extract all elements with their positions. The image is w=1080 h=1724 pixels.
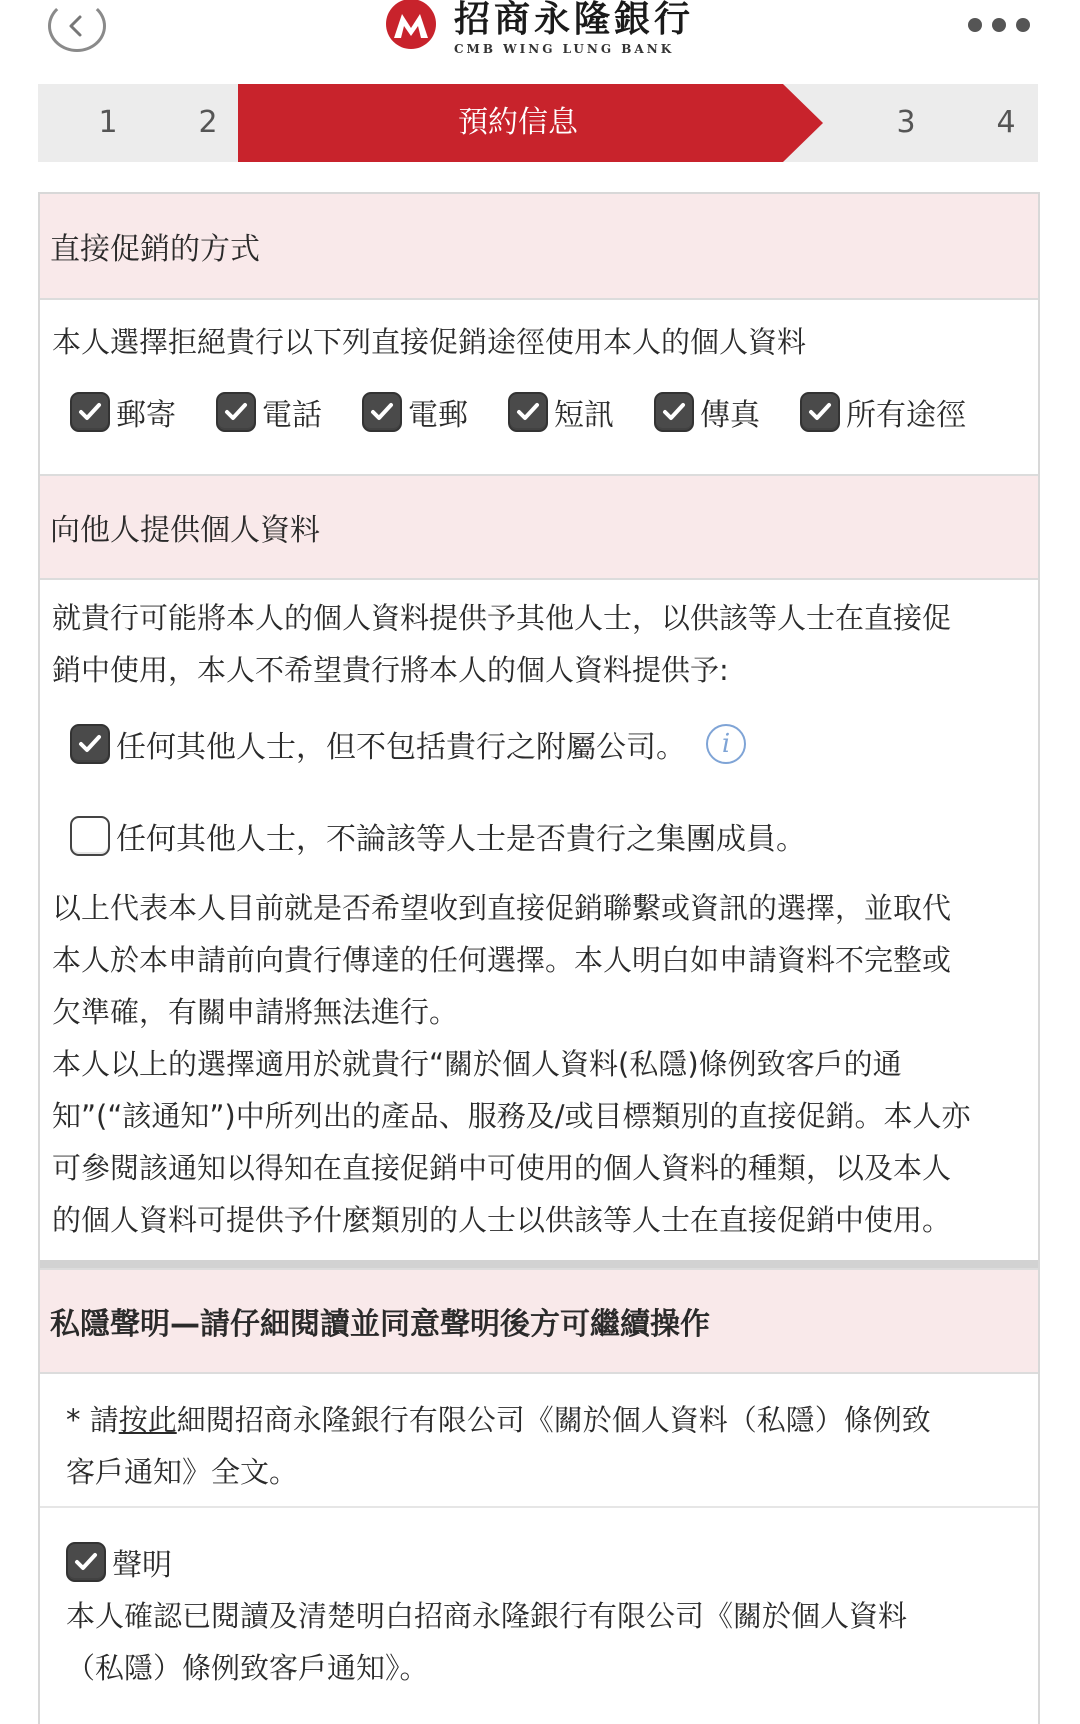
- declaration-label: 聲明: [112, 1548, 172, 1583]
- more-dots-icon: [968, 18, 982, 32]
- step-3: 3: [896, 105, 916, 140]
- privacy-notice-link[interactable]: 按此: [118, 1403, 177, 1437]
- direct-marketing-intro: 本人選擇拒絕貴行以下列直接促銷途徑使用本人的個人資料: [52, 325, 807, 359]
- option-email-label: 電郵: [408, 398, 468, 433]
- cmb-logo-icon: [380, 0, 442, 54]
- check-icon: [513, 397, 543, 427]
- declaration-text-1: 本人確認已閱讀及清楚明白招商永隆銀行有限公司《關於個人資料: [66, 1599, 908, 1633]
- option-sms-label: 短訊: [554, 398, 614, 433]
- para1-line3: 欠準確，有關申請將無法進行。: [52, 995, 459, 1029]
- info-icon[interactable]: i: [706, 724, 746, 764]
- more-dots-icon: [1016, 18, 1030, 32]
- checkbox-email[interactable]: [362, 392, 402, 432]
- step-active-label: 預約信息: [458, 105, 578, 140]
- checkbox-sms[interactable]: [508, 392, 548, 432]
- option-all[interactable]: [800, 390, 966, 434]
- logo-english-name: CMB WING LUNG BANK: [454, 42, 675, 56]
- option-all-label: 所有途徑: [846, 398, 966, 433]
- para2-line2: 知”(“該通知”)中所列出的產品、服務及/或目標類別的直接促銷。本人亦: [52, 1099, 971, 1133]
- check-icon: [805, 397, 835, 427]
- option-mail-label: 郵寄: [116, 398, 176, 433]
- check-icon: [367, 397, 397, 427]
- privacy-notice-line2: 客戶通知》全文。: [66, 1455, 299, 1489]
- declaration-option[interactable]: [66, 1540, 172, 1584]
- section-title-provide-data: 向他人提供個人資料: [40, 474, 1038, 580]
- check-icon: [71, 1547, 101, 1577]
- step-4: 4: [996, 105, 1016, 140]
- checkbox-all-others[interactable]: [70, 816, 110, 856]
- para1-line2: 本人於本申請前向貴行傳達的任何選擇。本人明白如申請資料不完整或: [52, 943, 952, 977]
- section-divider: [40, 1260, 1038, 1268]
- checkbox-all[interactable]: [800, 392, 840, 432]
- option-mail[interactable]: [70, 390, 176, 434]
- privacy-notice-prefix: * 請: [66, 1403, 119, 1437]
- more-dots-icon: [992, 18, 1006, 32]
- sub-divider: [40, 1506, 1038, 1508]
- privacy-notice-line1: [66, 1394, 931, 1446]
- step-2: 2: [198, 105, 218, 140]
- section-title-direct-marketing: 直接促銷的方式: [40, 194, 1038, 300]
- option-all-others[interactable]: [70, 814, 806, 858]
- option-all-others-label: 任何其他人士，不論該等人士是否貴行之集團成員。: [116, 822, 806, 857]
- progress-steps: [38, 84, 1038, 162]
- form-card: [38, 192, 1040, 1724]
- option-phone[interactable]: [216, 390, 322, 434]
- checkbox-declaration[interactable]: [66, 1542, 106, 1582]
- provide-data-intro-1: 就貴行可能將本人的個人資料提供予其他人士，以供該等人士在直接促: [52, 601, 952, 635]
- check-icon: [221, 397, 251, 427]
- option-exclude-subsidiaries-label: 任何其他人士，但不包括貴行之附屬公司。: [116, 730, 686, 765]
- check-icon: [75, 729, 105, 759]
- option-exclude-subsidiaries[interactable]: [70, 722, 746, 766]
- chevron-left-icon: [64, 13, 90, 39]
- bank-logo: [380, 0, 694, 60]
- check-icon: [75, 397, 105, 427]
- provide-data-intro-2: 銷中使用，本人不希望貴行將本人的個人資料提供予:: [52, 653, 729, 687]
- para1-line1: 以上代表本人目前就是否希望收到直接促銷聯繫或資訊的選擇，並取代: [52, 891, 952, 925]
- app-header: [0, 0, 1080, 72]
- checkbox-fax[interactable]: [654, 392, 694, 432]
- para2-line1: 本人以上的選擇適用於就貴行“關於個人資料(私隱)條例致客戶的通: [52, 1047, 902, 1081]
- checkbox-exclude-subsidiaries[interactable]: [70, 724, 110, 764]
- option-email[interactable]: [362, 390, 468, 434]
- logo-chinese-name: 招商永隆銀行: [454, 0, 695, 40]
- option-sms[interactable]: [508, 390, 614, 434]
- step-active: [238, 84, 838, 162]
- back-button[interactable]: [48, 0, 106, 52]
- para2-line4: 的個人資料可提供予什麼類別的人士以供該等人士在直接促銷中使用。: [52, 1203, 952, 1237]
- option-fax-label: 傳真: [700, 398, 760, 433]
- checkbox-mail[interactable]: [70, 392, 110, 432]
- more-menu-button[interactable]: [968, 18, 1030, 32]
- option-fax[interactable]: [654, 390, 760, 434]
- privacy-notice-rest: 細閱招商永隆銀行有限公司《關於個人資料（私隱）條例致: [176, 1403, 931, 1437]
- para2-line3: 可參閱該通知以得知在直接促銷中可使用的個人資料的種類，以及本人: [52, 1151, 952, 1185]
- option-phone-label: 電話: [262, 398, 322, 433]
- section-title-privacy: 私隱聲明—請仔細閱讀並同意聲明後方可繼續操作: [40, 1268, 1038, 1374]
- step-1: 1: [98, 105, 118, 140]
- checkbox-phone[interactable]: [216, 392, 256, 432]
- check-icon: [659, 397, 689, 427]
- declaration-text-2: （私隱）條例致客戶通知》。: [66, 1651, 429, 1685]
